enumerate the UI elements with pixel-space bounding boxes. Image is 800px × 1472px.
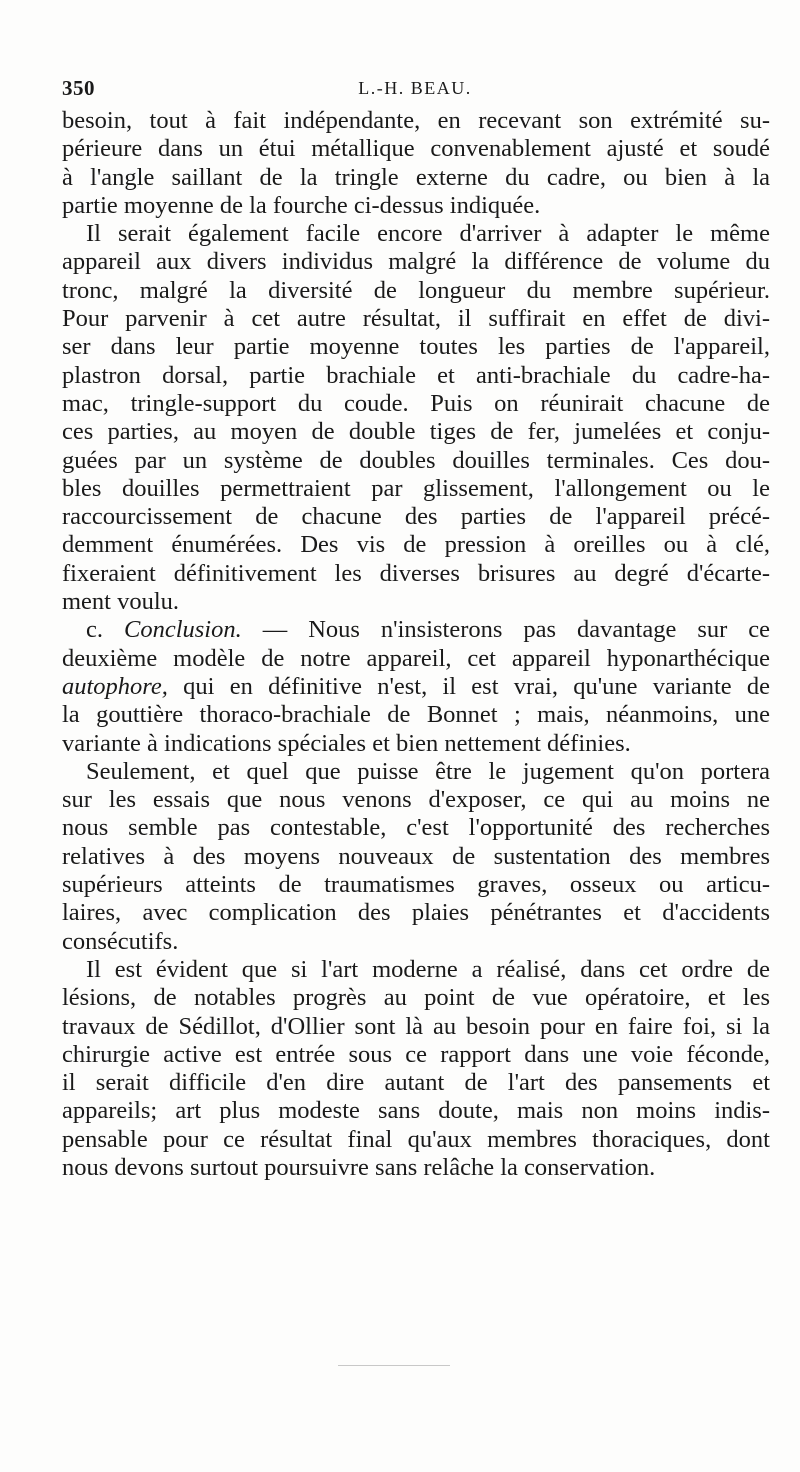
- text-run: Il serait également facile encore d'arriver à adapter le même: [86, 220, 770, 248]
- text-line: [62, 871, 770, 899]
- italic-term: autophore,: [62, 672, 168, 700]
- text-run: supérieurs atteints de traumatismes graves, osseux ou articu-: [62, 871, 770, 899]
- section-heading: Conclusion.: [124, 616, 242, 644]
- text-run: mac, tringle-support du coude. Puis on réunirait chacune de: [62, 389, 770, 417]
- text-line: [62, 418, 770, 446]
- text-line: [62, 843, 770, 871]
- text-run: demment énumérées. Des vis de pression à oreilles ou à clé,: [62, 531, 770, 559]
- text-line: [62, 333, 770, 361]
- text-line: [62, 248, 770, 276]
- text-line: [62, 758, 770, 786]
- text-run: qui en définitive n'est, il est vrai, qu'une variante de: [167, 672, 770, 700]
- text-line: [62, 531, 770, 559]
- text-run: nous devons surtout poursuivre sans relâche la conservation.: [62, 1153, 656, 1181]
- text-line: [62, 814, 770, 842]
- text-line: [62, 305, 770, 333]
- body-text: [62, 107, 770, 1182]
- text-run: fixeraient définitivement les diverses brisures au degré d'écarte-: [62, 559, 770, 587]
- text-line: [62, 107, 770, 135]
- text-line: [62, 588, 770, 616]
- running-head: [62, 76, 768, 106]
- text-run: consécutifs.: [62, 927, 179, 955]
- text-run: périeure dans un étui métallique convenablement ajusté et soudé: [62, 135, 770, 163]
- text-run: relatives à des moyens nouveaux de sustentation des membres: [62, 842, 770, 870]
- text-line: [62, 1041, 770, 1069]
- text-line: [62, 1069, 770, 1097]
- page-number: 350: [62, 76, 95, 100]
- text-line: [62, 1126, 770, 1154]
- text-line: [62, 475, 770, 503]
- text-run: il serait difficile d'en dire autant de l'art des pansements et: [62, 1069, 770, 1097]
- text-run: c.: [86, 616, 124, 644]
- text-run: lésions, de notables progrès au point de vue opératoire, et les: [62, 984, 770, 1012]
- text-line: [62, 899, 770, 927]
- text-run: plastron dorsal, partie brachiale et anti-brachiale du cadre-ha-: [62, 361, 770, 389]
- text-run: pensable pour ce résultat final qu'aux membres thoraciques, dont: [62, 1125, 770, 1153]
- footer-rule: [338, 1365, 450, 1366]
- text-run: partie moyenne de la fourche ci-dessus indiquée.: [62, 191, 541, 219]
- text-run: la gouttière thoraco-brachiale de Bonnet ; mais, néanmoins, une: [62, 701, 770, 729]
- text-line: [62, 673, 770, 701]
- text-line: [62, 135, 770, 163]
- text-line: [62, 956, 770, 984]
- text-run: — Nous n'insisterons pas davantage sur ce: [241, 616, 770, 644]
- text-line: [62, 645, 770, 673]
- text-run: besoin, tout à fait indépendante, en recevant son extrémité su-: [62, 107, 770, 134]
- text-run: laires, avec complication des plaies pénétrantes et d'accidents: [62, 899, 770, 927]
- text-run: Il est évident que si l'art moderne a réalisé, dans cet ordre de: [86, 955, 770, 983]
- text-line: [62, 786, 770, 814]
- text-run: travaux de Sédillot, d'Ollier sont là au besoin pour en faire foi, si la: [62, 1012, 770, 1040]
- text-run: bles douilles permettraient par glissement, l'allongement ou le: [62, 474, 770, 502]
- text-line: [62, 560, 770, 588]
- text-run: à l'angle saillant de la tringle externe du cadre, ou bien à la: [62, 163, 770, 191]
- text-line: [62, 362, 770, 390]
- text-run: chirurgie active est entrée sous ce rapport dans une voie féconde,: [62, 1040, 770, 1068]
- text-run: appareils; art plus modeste sans doute, mais non moins indis-: [62, 1097, 770, 1125]
- text-line: [62, 984, 770, 1012]
- text-line: [62, 730, 770, 758]
- text-run: Seulement, et quel que puisse être le jugement qu'on portera: [86, 757, 770, 785]
- text-run: tronc, malgré la diversité de longueur du membre supérieur.: [62, 276, 770, 304]
- text-line: [62, 701, 770, 729]
- text-line: [62, 1013, 770, 1041]
- text-run: ment voulu.: [62, 588, 180, 616]
- text-run: appareil aux divers individus malgré la différence de volume du: [62, 248, 770, 276]
- text-line: [62, 1097, 770, 1125]
- text-run: Pour parvenir à cet autre résultat, il suffirait en effet de divi-: [62, 305, 770, 333]
- running-title: L.-H. BEAU.: [358, 78, 472, 98]
- text-run: ser dans leur partie moyenne toutes les parties de l'appareil,: [62, 333, 770, 361]
- text-line: [62, 928, 770, 956]
- text-line: [62, 277, 770, 305]
- text-run: raccourcissement de chacune des parties de l'appareil précé-: [62, 503, 770, 531]
- text-run: ces parties, au moyen de double tiges de fer, jumelées et conju-: [62, 418, 770, 446]
- text-line: [62, 447, 770, 475]
- text-run: deuxième modèle de notre appareil, cet appareil hyponarthécique: [62, 644, 770, 672]
- text-line: [62, 503, 770, 531]
- section-heading-line: [62, 616, 770, 644]
- text-line: [62, 164, 770, 192]
- text-line: [62, 390, 770, 418]
- text-run: sur les essais que nous venons d'exposer, ce qui au moins ne: [62, 786, 770, 814]
- text-line: [62, 220, 770, 248]
- text-run: guées par un système de doubles douilles terminales. Ces dou-: [62, 446, 770, 474]
- text-line: [62, 1154, 770, 1182]
- text-run: variante à indications spéciales et bien nettement définies.: [62, 729, 631, 757]
- text-run: nous semble pas contestable, c'est l'opportunité des recherches: [62, 814, 770, 842]
- text-line: [62, 192, 770, 220]
